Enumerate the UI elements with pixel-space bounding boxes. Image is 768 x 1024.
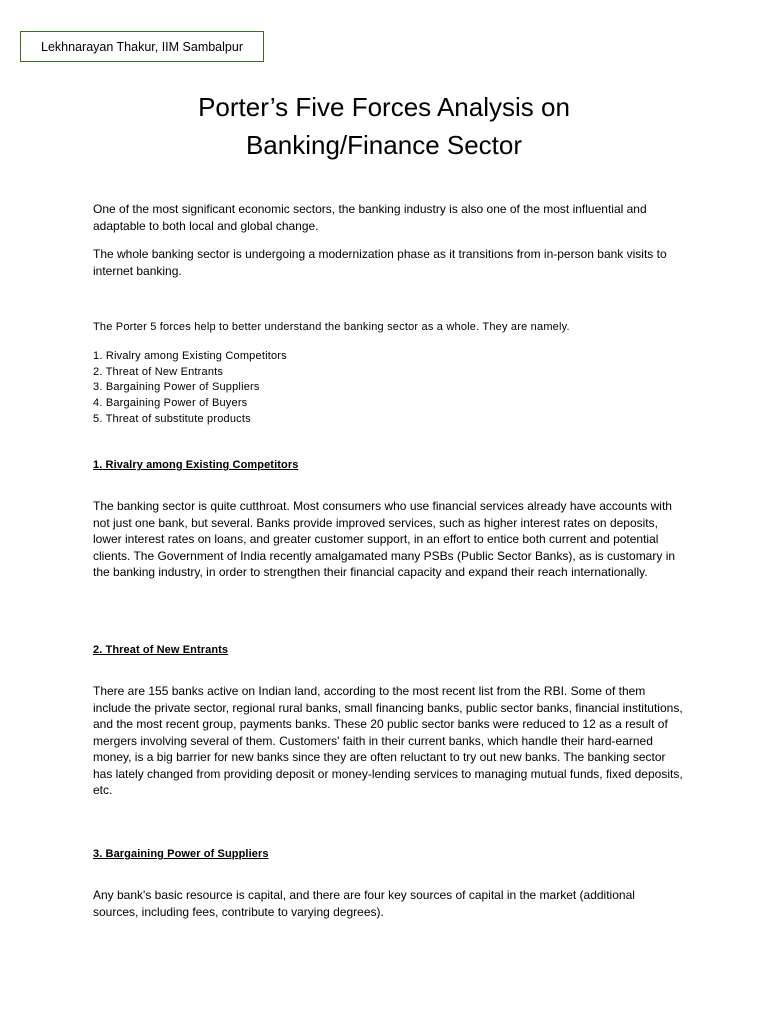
list-item: 5. Threat of substitute products [93,412,251,425]
new-entrants-heading-block [93,641,683,659]
forces-list [93,349,683,428]
title-line-2: Banking/Finance Sector [245,130,523,160]
rivalry-text-block [93,498,683,581]
forces-list-block [93,349,683,428]
section-heading-rivalry: 1. Rivalry among Existing Competitors [93,459,299,471]
list-item: 4. Bargaining Power of Buyers [93,397,248,410]
document-title [0,88,768,164]
section-text-new-entrants: There are 155 banks active on Indian land, according to the most recent list from the RBI. Some of them include the private sector, regional rural banks, small financing banks, public sector banks, financial institutions, and the most recent group, payments banks. These 20 public sector banks were reduced to 12 as a result of mergers involving several of them. Customers' faith in their current banks, which handle their hard-earned money, is a big barrier for new banks since they are often reluctant to try out new banks. The banking sector has lately changed from providing deposit or money-lending services to managing mutual funds, fixed deposits, etc. [93,684,683,797]
list-item: 2. Threat of New Entrants [93,365,224,378]
suppliers-text-block [93,887,683,920]
suppliers-heading-block [93,845,683,863]
intro-paragraph-1: One of the most significant economic sectors, the banking industry is also one of the most influential and adaptable to both local and global change. [93,202,647,233]
intro-paragraph-2-block [93,246,683,279]
list-item: 1. Rivalry among Existing Competitors [93,350,287,362]
list-item: 3. Bargaining Power of Suppliers [93,381,260,394]
intro-paragraph-1-block [93,201,683,234]
title-line-1: Porter’s Five Forces Analysis on [198,92,570,122]
section-heading-suppliers: 3. Bargaining Power of Suppliers [93,848,269,860]
author-name: Lekhnarayan Thakur, IIM Sambalpur [41,39,243,54]
intro-paragraph-3: The Porter 5 forces help to better understand the banking sector as a whole. They are namely. [93,321,570,333]
section-heading-new-entrants: 2. Threat of New Entrants [93,644,229,656]
new-entrants-text-block [93,683,683,799]
section-text-suppliers: Any bank's basic resource is capital, and there are four key sources of capital in the market (additional sources, including fees, contribute to varying degrees). [93,888,635,919]
section-text-rivalry: The banking sector is quite cutthroat. Most consumers who use financial services already have accounts with not just one bank, but several. Banks provide improved services, such as higher interest rates on deposits, lower interest rates on loans, and greater customer support, in an effort to entice both current and potential clients. The Government of India recently amalgamated many PSBs (Public Sector Banks), as is customary in the banking industry, in order to strengthen their financial capacity and expand their reach internationally. [93,499,676,579]
intro-paragraph-3-block [93,319,683,336]
author-box [20,31,264,62]
rivalry-heading-block [93,456,683,474]
intro-paragraph-2: The whole banking sector is undergoing a modernization phase as it transitions from in-person bank visits to internet banking. [93,247,667,278]
